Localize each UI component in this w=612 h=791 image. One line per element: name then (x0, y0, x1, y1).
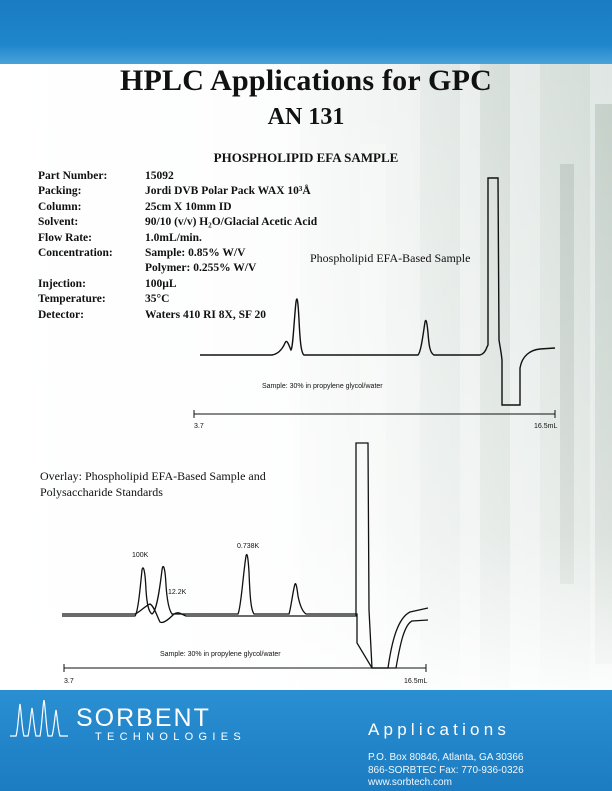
param-value: 15092 (145, 170, 174, 182)
chart2-sample-note: Sample: 30% in propylene glycol/water (160, 651, 281, 658)
chart2-peak-label-100k: 100K (132, 552, 149, 559)
chart1-trace (200, 178, 555, 405)
chart1-caption: Phospholipid EFA-Based Sample (310, 251, 471, 265)
brand-subtitle: TECHNOLOGIES (95, 731, 247, 743)
chart2-caption-line2: Polysaccharide Standards (40, 485, 163, 499)
document-title: HPLC Applications for GPC (120, 64, 492, 97)
param-value: Jordi DVB Polar Pack WAX 10³Å (145, 185, 311, 198)
param-value: Polymer: 0.255% W/V (145, 262, 257, 275)
param-label: Injection: (38, 277, 86, 290)
contact-address: P.O. Box 80846, Atlanta, GA 30366 (368, 752, 524, 763)
chart1-sample-note: Sample: 30% in propylene glycol/water (262, 383, 383, 390)
param-label: Detector: (38, 308, 84, 321)
param-label: Part Number: (38, 170, 108, 182)
contact-phone-fax: 866-SORBTEC Fax: 770-936-0326 (368, 764, 524, 776)
chart2-peak-label-0738k: 0.738K (237, 543, 260, 550)
application-note-number: AN 131 (267, 104, 345, 130)
param-label: Concentration: (38, 247, 113, 260)
footer-tagline: Applications (368, 720, 511, 739)
chart2-caption-line1: Overlay: Phospholipid EFA-Based Sample and (40, 469, 266, 483)
contact-website[interactable]: www.sorbtech.com (368, 777, 452, 788)
param-value: 100µL (145, 277, 177, 290)
chart2-caption (40, 468, 266, 500)
param-label: Solvent: (38, 216, 79, 229)
param-value: 25cm X 10mm ID (145, 200, 232, 213)
chart2-peak-label-12k: 12.2K (168, 589, 187, 596)
param-label: Column: (38, 200, 82, 213)
param-value: 1.0mL/min. (145, 231, 202, 244)
section-title: PHOSPHOLIPID EFA SAMPLE (213, 150, 399, 165)
chart1-axis-start-label: 3.7 (194, 423, 204, 430)
param-value: Sample: 0.85% W/V (145, 247, 246, 260)
param-label: Packing: (38, 185, 82, 198)
param-value: Waters 410 RI 8X, SF 20 (145, 308, 266, 321)
param-label: Flow Rate: (38, 231, 92, 244)
param-value: 35°C (145, 293, 170, 306)
sorbent-logo-peaks-icon (10, 700, 70, 740)
contact-info (368, 752, 524, 790)
brand-name: SORBENT (76, 704, 211, 732)
chart2-axis-end-label: 16.5mL (404, 678, 428, 685)
param-value: 90/10 (v/v) H₂O/Glacial Acetic Acid (145, 216, 318, 229)
chart1-axis-end-label: 16.5mL (534, 423, 558, 430)
param-label: Temperature: (38, 293, 106, 306)
chart2-axis-start-label: 3.7 (64, 678, 74, 685)
footer-band (0, 690, 612, 791)
